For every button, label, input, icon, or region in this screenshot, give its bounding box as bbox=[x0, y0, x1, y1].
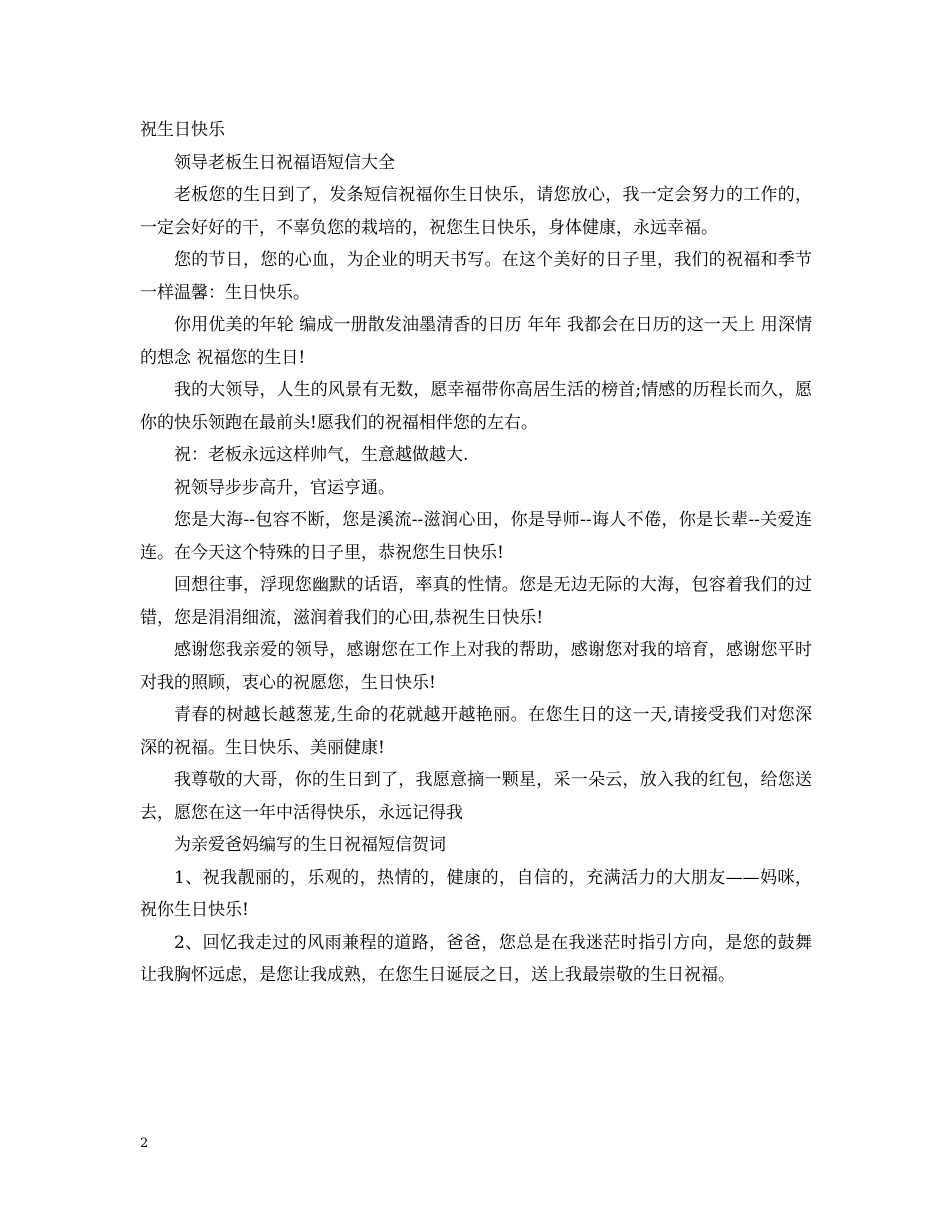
paragraph: 祝：老板永远这样帅气，生意越做越大. bbox=[174, 445, 469, 465]
section-title-parents-wishes: 为亲爱爸妈编写的生日祝福短信贺词 bbox=[174, 835, 446, 855]
document-body bbox=[140, 114, 812, 992]
paragraph: 我的大领导，人生的风景有无数，愿幸福带你高居生活的榜首;情感的历程长而久，愿你的快乐领跑在最前头!愿我们的祝福相伴您的左右。 bbox=[140, 380, 812, 433]
paragraph: 回想往事，浮现您幽默的话语，率真的性情。您是无边无际的大海，包容着我们的过错，您是涓涓细流，滋润着我们的心田,恭祝生日快乐! bbox=[140, 575, 812, 628]
paragraph: 老板您的生日到了，发条短信祝福你生日快乐，请您放心，我一定会努力的工作的，一定会好好的干，不辜负您的栽培的，祝您生日快乐，身体健康，永远幸福。 bbox=[140, 185, 812, 238]
document-heading: 祝生日快乐 bbox=[140, 120, 225, 140]
page-number: 2 bbox=[140, 1136, 149, 1151]
paragraph: 您的节日，您的心血，为企业的明天书写。在这个美好的日子里，我们的祝福和季节一样温馨：生日快乐。 bbox=[140, 250, 812, 303]
paragraph: 祝领导步步高升，官运亨通。 bbox=[174, 477, 395, 498]
paragraph: 感谢您我亲爱的领导，感谢您在工作上对我的帮助，感谢您对我的培育，感谢您平时对我的照顾，衷心的祝愿您，生日快乐! bbox=[140, 640, 812, 693]
paragraph: 我尊敬的大哥，你的生日到了，我愿意摘一颗星，采一朵云，放入我的红包，给您送去，愿您在这一年中活得快乐，永远记得我 bbox=[140, 770, 812, 823]
paragraph: 你用优美的年轮 编成一册散发油墨清香的日历 年年 我都会在日历的这一天上 用深情的想念 祝福您的生日! bbox=[140, 315, 812, 368]
section-title-leader-wishes: 领导老板生日祝福语短信大全 bbox=[174, 152, 395, 173]
list-item: 1、祝我靓丽的，乐观的，热情的，健康的，自信的，充满活力的大朋友——妈咪，祝你生日快乐! bbox=[140, 867, 812, 920]
paragraph: 青春的树越长越葱茏,生命的花就越开越艳丽。在您生日的这一天,请接受我们对您深深的祝福。生日快乐、美丽健康! bbox=[140, 705, 812, 758]
paragraph: 您是大海--包容不断，您是溪流--滋润心田，你是导师--诲人不倦，你是长辈--关爱连连。在今天这个特殊的日子里，恭祝您生日快乐! bbox=[140, 510, 812, 563]
list-item: 2、回忆我走过的风雨兼程的道路，爸爸，您总是在我迷茫时指引方向，是您的鼓舞让我胸怀远虑，是您让我成熟，在您生日诞辰之日，送上我最崇敬的生日祝福。 bbox=[140, 932, 812, 985]
